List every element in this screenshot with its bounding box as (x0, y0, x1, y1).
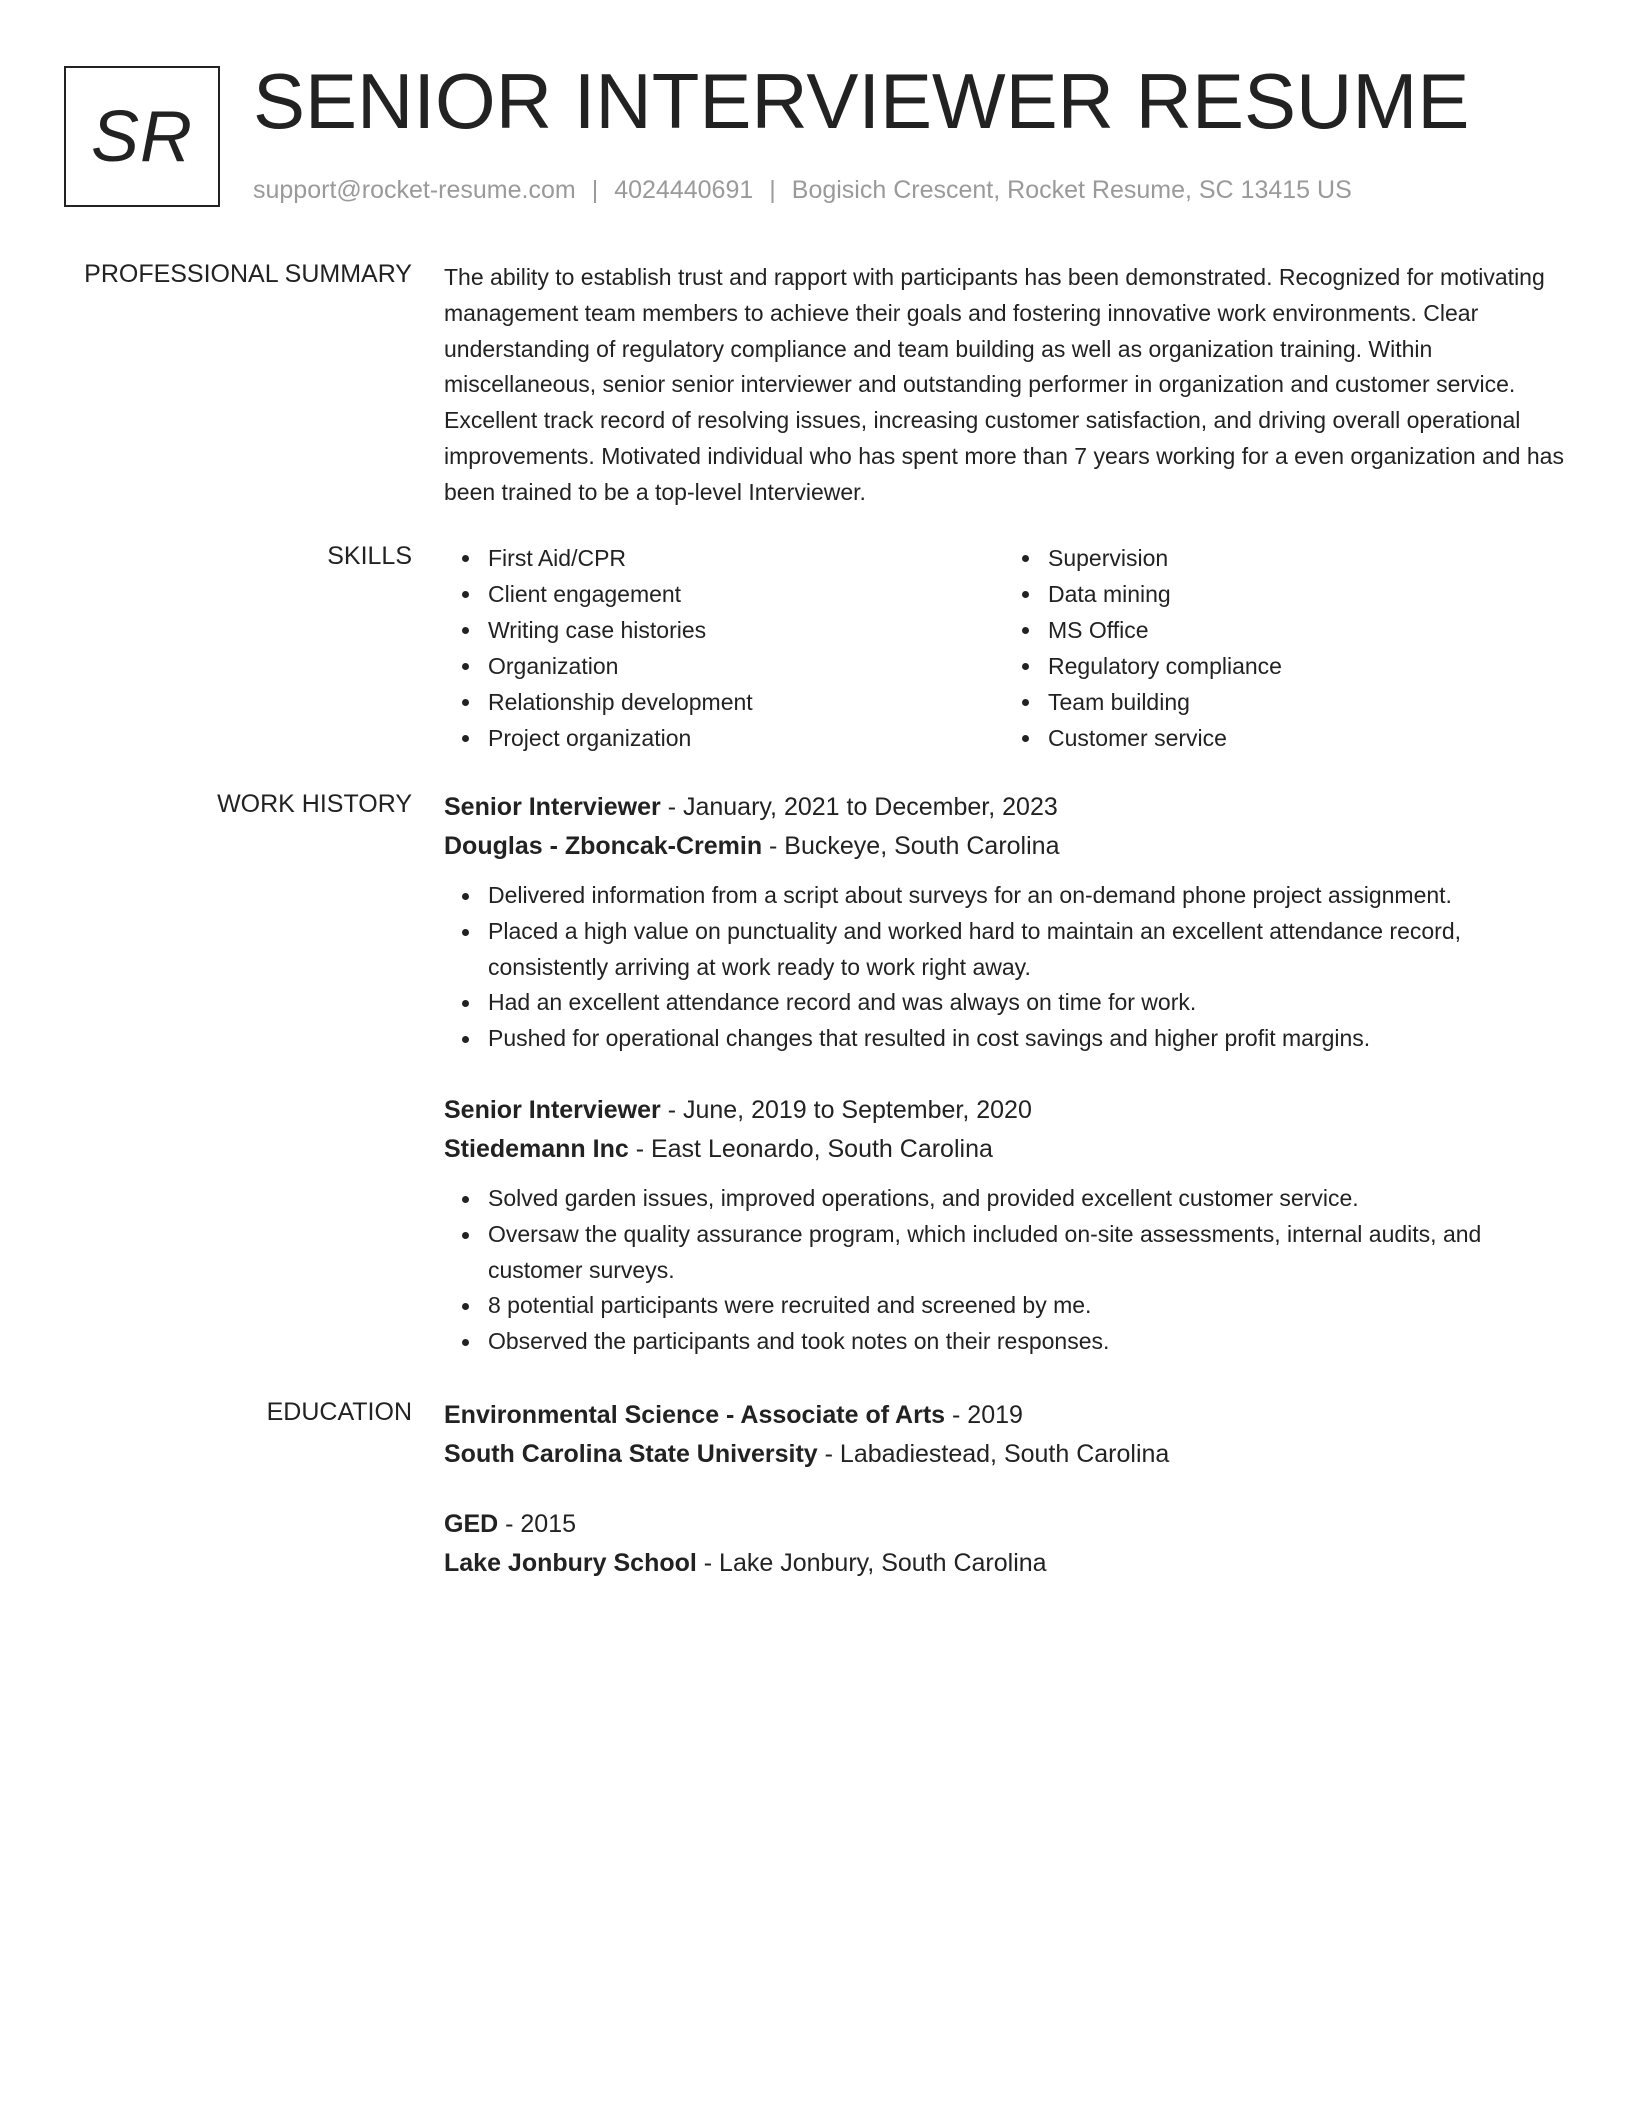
education-entry (444, 1396, 1564, 1474)
job-bullet: Observed the participants and took notes on their responses. (488, 1324, 1564, 1360)
job-title-line (444, 1091, 1564, 1130)
degree-name: Environmental Science - Associate of Arts (444, 1401, 946, 1429)
job-bullet: 8 potential participants were recruited and screened by me. (488, 1288, 1564, 1324)
contact-separator: | (769, 176, 776, 204)
job-company: Stiedemann Inc (444, 1135, 629, 1163)
job-company-line (444, 1130, 1564, 1169)
education-entry (444, 1505, 1564, 1583)
degree-year: - 2019 (945, 1401, 1023, 1429)
job-location: - East Leonardo, South Carolina (628, 1135, 993, 1163)
skill-item: Regulatory compliance (1048, 648, 1564, 684)
resume-title: SENIOR INTERVIEWER RESUME (253, 57, 1470, 145)
education-heading: EDUCATION (266, 1398, 412, 1426)
job-title-line (444, 788, 1564, 827)
skills-list-left (444, 540, 1004, 756)
monogram-badge (64, 66, 220, 207)
job-title: Senior Interviewer (444, 793, 661, 821)
job-bullet: Had an excellent attendance record and was always on time for work. (488, 985, 1564, 1021)
job-bullets (444, 878, 1564, 1057)
skill-item: Project organization (488, 720, 1004, 756)
job-bullet: Solved garden issues, improved operations, and provided excellent customer service. (488, 1181, 1564, 1217)
contact-separator: | (591, 176, 599, 204)
contact-address: Bogisich Crescent, Rocket Resume, SC 13415 US (791, 176, 1352, 204)
job-location: - Buckeye, South Carolina (762, 832, 1060, 860)
skills-heading: SKILLS (327, 542, 412, 570)
summary-heading: PROFESSIONAL SUMMARY (84, 260, 412, 288)
job-dates: - June, 2019 to September, 2020 (660, 1096, 1032, 1124)
skill-item: Data mining (1048, 576, 1564, 612)
job-bullet: Delivered information from a script about surveys for an on-demand phone project assignment. (488, 878, 1564, 914)
skill-item: Team building (1048, 684, 1564, 720)
summary-text: The ability to establish trust and rapport with participants has been demonstrated. Recognized for motivating management team members to achieve their goals and fostering innovative work environments. Clear understanding of regulatory compliance and team building as well as organization training. Within miscellaneous, senior senior interviewer and outstanding performer in organization and customer service. Excellent track record of resolving issues, increasing customer satisfaction, and driving overall operational improvements. Motivated individual who has spent more than 7 years working for a even organization and has been trained to be a top-level Interviewer. (444, 264, 1564, 505)
job-entry (444, 1091, 1564, 1360)
skill-item: Relationship development (488, 684, 1004, 720)
school-name: Lake Jonbury School (444, 1549, 697, 1577)
degree-year: - 2015 (498, 1510, 577, 1538)
contact-email[interactable]: support@rocket-resume.com (253, 176, 576, 204)
skill-item: First Aid/CPR (488, 540, 1004, 576)
skill-item: Client engagement (488, 576, 1004, 612)
skill-item: Writing case histories (488, 612, 1004, 648)
work-history-heading: WORK HISTORY (217, 790, 412, 818)
degree-line (444, 1396, 1564, 1435)
school-line (444, 1435, 1564, 1474)
job-entry (444, 788, 1564, 1057)
school-line (444, 1544, 1564, 1583)
skills-list-right (1004, 540, 1564, 756)
skill-item: Customer service (1048, 720, 1564, 756)
job-company: Douglas - Zboncak-Cremin (444, 832, 763, 860)
skill-item: MS Office (1048, 612, 1564, 648)
job-company-line (444, 827, 1564, 866)
job-bullet: Oversaw the quality assurance program, which included on-site assessments, internal audits, and customer surveys. (488, 1217, 1564, 1289)
contact-line (253, 174, 1352, 206)
job-bullet: Pushed for operational changes that resulted in cost savings and higher profit margins. (488, 1021, 1564, 1057)
job-bullets (444, 1181, 1564, 1360)
contact-phone[interactable]: 4024440691 (614, 176, 754, 204)
degree-name: GED (444, 1510, 499, 1538)
skill-item: Organization (488, 648, 1004, 684)
school-location: - Lake Jonbury, South Carolina (696, 1549, 1047, 1577)
school-name: South Carolina State University (444, 1440, 818, 1468)
job-dates: - January, 2021 to December, 2023 (660, 793, 1058, 821)
job-title: Senior Interviewer (444, 1096, 661, 1124)
degree-line (444, 1505, 1564, 1544)
school-location: - Labadiestead, South Carolina (817, 1440, 1170, 1468)
job-bullet: Placed a high value on punctuality and worked hard to maintain an excellent attendance record, consistently arriving at work ready to work right away. (488, 914, 1564, 986)
monogram-text: SR (90, 96, 194, 177)
skill-item: Supervision (1048, 540, 1564, 576)
